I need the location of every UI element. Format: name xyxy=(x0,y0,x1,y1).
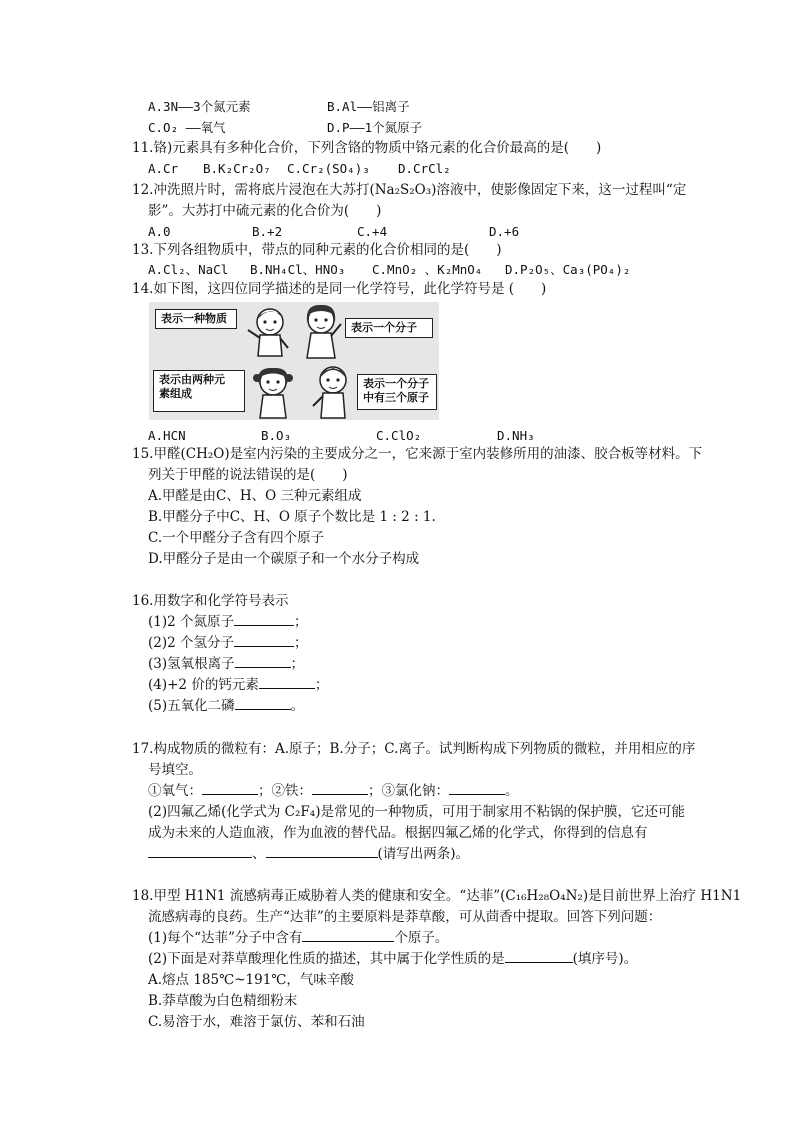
speech-bubble-3-line2: 素组成 xyxy=(159,387,192,400)
q10-option-c: C.O₂ ——氧气 xyxy=(148,120,226,135)
q12-option-b: B.+2 xyxy=(252,224,283,239)
q16-item-4: (4)+2 价的钙元素 ； xyxy=(148,677,329,693)
q12-stem-line1: 12.冲洗照片时，需将底片浸泡在大苏打(Na₂S₂O₃)溶液中，使影像固定下来，这一过程叫“定 xyxy=(132,182,687,198)
q15-stem-line1: 15.甲醛(CH₂O)是室内污染的主要成分之一，它来源于室内装修所用的油漆、胶合板等材料。下 xyxy=(132,446,703,462)
answer-blank[interactable] xyxy=(266,845,378,858)
speech-bubble-3 xyxy=(153,370,245,412)
q14-option-d: D.NH₃ xyxy=(497,428,535,443)
q11-option-d: D.CrCl₂ xyxy=(398,161,451,176)
speech-bubble-2: 表示一个分子 xyxy=(345,318,433,338)
answer-blank[interactable] xyxy=(505,950,573,963)
q17-stem-line1: 17.构成物质的微粒有：A.原子；B.分子；C.离子。试判断构成下列物质的微粒，并用相应的序 xyxy=(132,741,696,757)
q17-stem-line2: 号填空。 xyxy=(148,762,202,778)
answer-blank[interactable] xyxy=(259,676,315,689)
speech-bubble-4 xyxy=(357,374,437,410)
q18-option-b: B.莽草酸为白色精细粉末 xyxy=(148,993,298,1009)
q15-option-d: D.甲醛分子是由一个碳原子和一个水分子构成 xyxy=(148,551,420,567)
girl-student-1-icon xyxy=(297,302,347,362)
q18-stem-line1: 18.甲型 H1N1 流感病毒正威胁着人类的健康和安全。“达菲”(C₁₆H₂₈O₄N₂)是目前世界上治疗 H1N1 xyxy=(132,888,742,904)
q13-stem: 13.下列各组物质中，带点的同种元素的化合价相同的是( ) xyxy=(132,242,502,258)
q14-option-a: A.HCN xyxy=(148,428,186,443)
q14-stem: 14.如下图，这四位同学描述的是同一化学符号，此化学符号是 ( ) xyxy=(132,281,547,297)
q16-item-1: (1)2 个氮原子 ； xyxy=(148,614,308,630)
q12-option-a: A.0 xyxy=(148,224,171,239)
q14-option-b: B.O₃ xyxy=(261,428,292,443)
q13-option-c: C.MnO₂ 、K₂MnO₄ xyxy=(372,262,483,277)
answer-blank[interactable] xyxy=(148,845,252,858)
answer-blank[interactable] xyxy=(302,929,394,942)
q16-stem: 16.用数字和化学符号表示 xyxy=(132,593,289,609)
q10-option-a: A.3N——3个氮元素 xyxy=(148,99,251,114)
q13-option-b: B.NH₄Cl、HNO₃ xyxy=(250,262,346,277)
boy-student-1-icon xyxy=(244,304,304,360)
q16-item-2-label: (2)2 个氢分子 xyxy=(148,635,235,651)
q13-option-d: D.P₂O₅、Ca₃(PO₄)₂ xyxy=(505,262,631,277)
answer-blank[interactable] xyxy=(235,655,291,668)
q10-option-b: B.Al——铝离子 xyxy=(327,99,410,114)
q16-item-5: (5)五氧化二磷 。 xyxy=(148,698,305,714)
q16-item-5-label: (5)五氧化二磷 xyxy=(148,698,235,714)
answer-blank[interactable] xyxy=(202,782,258,795)
q11-option-b: B.K₂Cr₂O₇ xyxy=(203,161,271,176)
answer-blank[interactable] xyxy=(449,782,505,795)
answer-blank[interactable] xyxy=(234,634,294,647)
q11-stem: 11.铬)元素具有多种化合价，下列含铬的物质中铬元素的化合价最高的是( ) xyxy=(132,140,602,156)
q13-option-a: A.Cl₂、NaCl xyxy=(148,262,229,277)
q16-item-3: (3)氢氧根离子 ； xyxy=(148,656,305,672)
q17-part2-line3: 、 (请写出两条)。 xyxy=(148,845,469,863)
answer-blank[interactable] xyxy=(235,697,291,710)
q11-option-a: A.Cr xyxy=(148,161,179,176)
q16-item-4-label: (4)+2 价的钙元素 xyxy=(148,677,259,693)
q12-option-c: C.+4 xyxy=(357,224,388,239)
q18-stem-line2: 流感病毒的良药。生产“达菲”的主要原料是莽草酸，可从茴香中提取。回答下列问题： xyxy=(148,909,662,925)
q15-option-c: C.一个甲醛分子含有四个原子 xyxy=(148,530,325,546)
speech-bubble-4-line1: 表示一个分子 xyxy=(363,377,429,390)
q10-option-d: D.P——1个氮原子 xyxy=(327,120,423,135)
q16-item-2: (2)2 个氢分子 ； xyxy=(148,635,308,651)
q14-option-c: C.ClO₂ xyxy=(376,428,422,443)
q11-option-c: C.Cr₂(SO₄)₃ xyxy=(287,161,370,176)
answer-blank[interactable] xyxy=(312,782,368,795)
q15-option-b: B.甲醛分子中C、H、O 原子个数比是 1 : 2 : 1. xyxy=(148,509,436,525)
boy-student-2-icon xyxy=(309,362,359,420)
speech-bubble-4-line2: 中有三个原子 xyxy=(363,391,429,404)
q17-part2-line2: 成为未来的人造血液，作为血液的替代品。根据四氟乙烯的化学式，你得到的信息有 xyxy=(148,825,648,841)
speech-bubble-1: 表示一种物质 xyxy=(155,309,237,329)
answer-blank[interactable] xyxy=(234,613,294,626)
q12-option-d: D.+6 xyxy=(489,224,520,239)
q12-stem-line2: 影”。大苏打中硫元素的化合价为( ) xyxy=(148,203,382,219)
q18-option-c: C.易溶于水，难溶于氯仿、苯和石油 xyxy=(148,1014,365,1030)
q15-stem-line2: 列关于甲醛的说法错误的是( ) xyxy=(148,467,348,483)
q16-item-3-label: (3)氢氧根离子 xyxy=(148,656,235,672)
q18-part2: (2)下面是对莽草酸理化性质的描述，其中属于化学性质的是 (填序号)。 xyxy=(148,951,638,967)
q16-item-1-label: (1)2 个氮原子 xyxy=(148,614,235,630)
girl-student-2-icon xyxy=(249,364,299,420)
q15-option-a: A.甲醛是由C、H、O 三种元素组成 xyxy=(148,488,362,504)
q18-part1: (1)每个“达菲”分子中含有 个原子。 xyxy=(148,930,449,946)
q18-option-a: A.熔点 185℃~191℃，气味辛酸 xyxy=(148,972,354,988)
students-illustration xyxy=(149,302,439,420)
q17-part1: ①氧气： ；②铁： ；③氯化钠： 。 xyxy=(148,783,519,799)
q17-part2-line1: (2)四氟乙烯(化学式为 C₂F₄)是常见的一种物质，可用于制家用不粘锅的保护膜，它还可能 xyxy=(148,804,685,820)
speech-bubble-3-line1: 表示由两种元 xyxy=(159,373,225,386)
